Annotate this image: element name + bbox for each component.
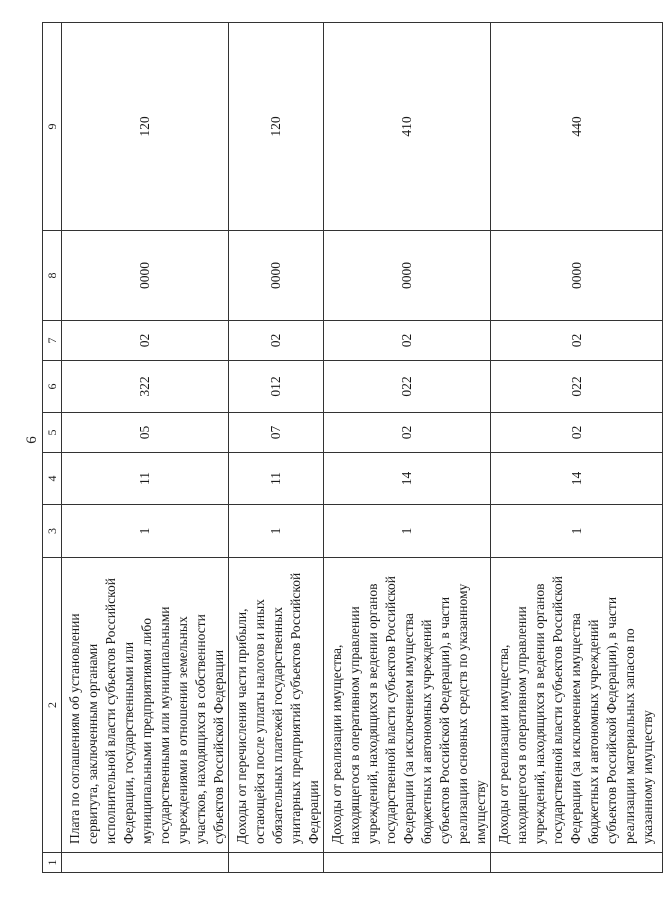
cell-description: Доходы от перечисления части прибыли, остающейся после уплаты налогов и иных обязательных платежей государственных унитарных предприятий субъектов Российской Федерации xyxy=(229,558,324,853)
cell-col-8: 0000 xyxy=(62,231,229,321)
table-header-row xyxy=(43,23,62,873)
cell-col-3: 1 xyxy=(491,505,663,558)
cell-col-1 xyxy=(491,853,663,873)
column-header: 8 xyxy=(43,231,62,321)
cell-col-9: 120 xyxy=(62,23,229,231)
cell-col-9: 440 xyxy=(491,23,663,231)
cell-col-1 xyxy=(229,853,324,873)
column-header: 4 xyxy=(43,453,62,505)
column-header: 5 xyxy=(43,413,62,453)
cell-col-4: 14 xyxy=(491,453,663,505)
column-header: 9 xyxy=(43,23,62,231)
column-header: 6 xyxy=(43,361,62,413)
cell-col-7: 02 xyxy=(491,321,663,361)
cell-col-3: 1 xyxy=(62,505,229,558)
table-row xyxy=(229,23,324,873)
cell-col-9: 120 xyxy=(229,23,324,231)
cell-col-7: 02 xyxy=(229,321,324,361)
column-header: 3 xyxy=(43,505,62,558)
cell-col-7: 02 xyxy=(62,321,229,361)
cell-description: Доходы от реализации имущества, находящегося в оперативном управлении учреждений, находящихся в ведении органов государственной власти субъектов Российской Федерации (за исключением имущества бюджетных и автономных учреждений субъектов Российской Федерации), в части реализации материальных запасов по указанному имуществу xyxy=(491,558,663,853)
cell-col-6: 022 xyxy=(324,361,491,413)
cell-col-3: 1 xyxy=(324,505,491,558)
table-row xyxy=(491,23,663,873)
table-row xyxy=(324,23,491,873)
cell-col-1 xyxy=(62,853,229,873)
page-number: 6 xyxy=(23,436,40,444)
cell-col-5: 05 xyxy=(62,413,229,453)
cell-col-6: 012 xyxy=(229,361,324,413)
column-header: 7 xyxy=(43,321,62,361)
cell-col-5: 02 xyxy=(324,413,491,453)
cell-col-7: 02 xyxy=(324,321,491,361)
rotated-page-content xyxy=(42,23,655,873)
cell-col-4: 11 xyxy=(62,453,229,505)
cell-col-8: 0000 xyxy=(324,231,491,321)
revenue-codes-table xyxy=(42,22,663,873)
cell-col-9: 410 xyxy=(324,23,491,231)
cell-col-6: 022 xyxy=(491,361,663,413)
cell-description: Плата по соглашениям об установлении сервитута, заключенным органами исполнительной власти субъектов Российской Федерации, государственными или муниципальными предприятиями либо государственными или муниципальными учреждениями в отношении земельных участков, находящихся в собственности субъектов Российской Федерации xyxy=(62,558,229,853)
cell-col-5: 02 xyxy=(491,413,663,453)
cell-col-1 xyxy=(324,853,491,873)
cell-description: Доходы от реализации имущества, находящегося в оперативном управлении учреждений, находящихся в ведении органов государственной власти субъектов Российской Федерации (за исключением имущества бюджетных и автономных учреждений субъектов Российской Федерации), в части реализации основных средств по указанному имуществу xyxy=(324,558,491,853)
cell-col-5: 07 xyxy=(229,413,324,453)
column-header: 1 xyxy=(43,853,62,873)
cell-col-8: 0000 xyxy=(229,231,324,321)
cell-col-6: 322 xyxy=(62,361,229,413)
cell-col-4: 11 xyxy=(229,453,324,505)
table-row xyxy=(62,23,229,873)
cell-col-4: 14 xyxy=(324,453,491,505)
column-header: 2 xyxy=(43,558,62,853)
cell-col-8: 0000 xyxy=(491,231,663,321)
cell-col-3: 1 xyxy=(229,505,324,558)
